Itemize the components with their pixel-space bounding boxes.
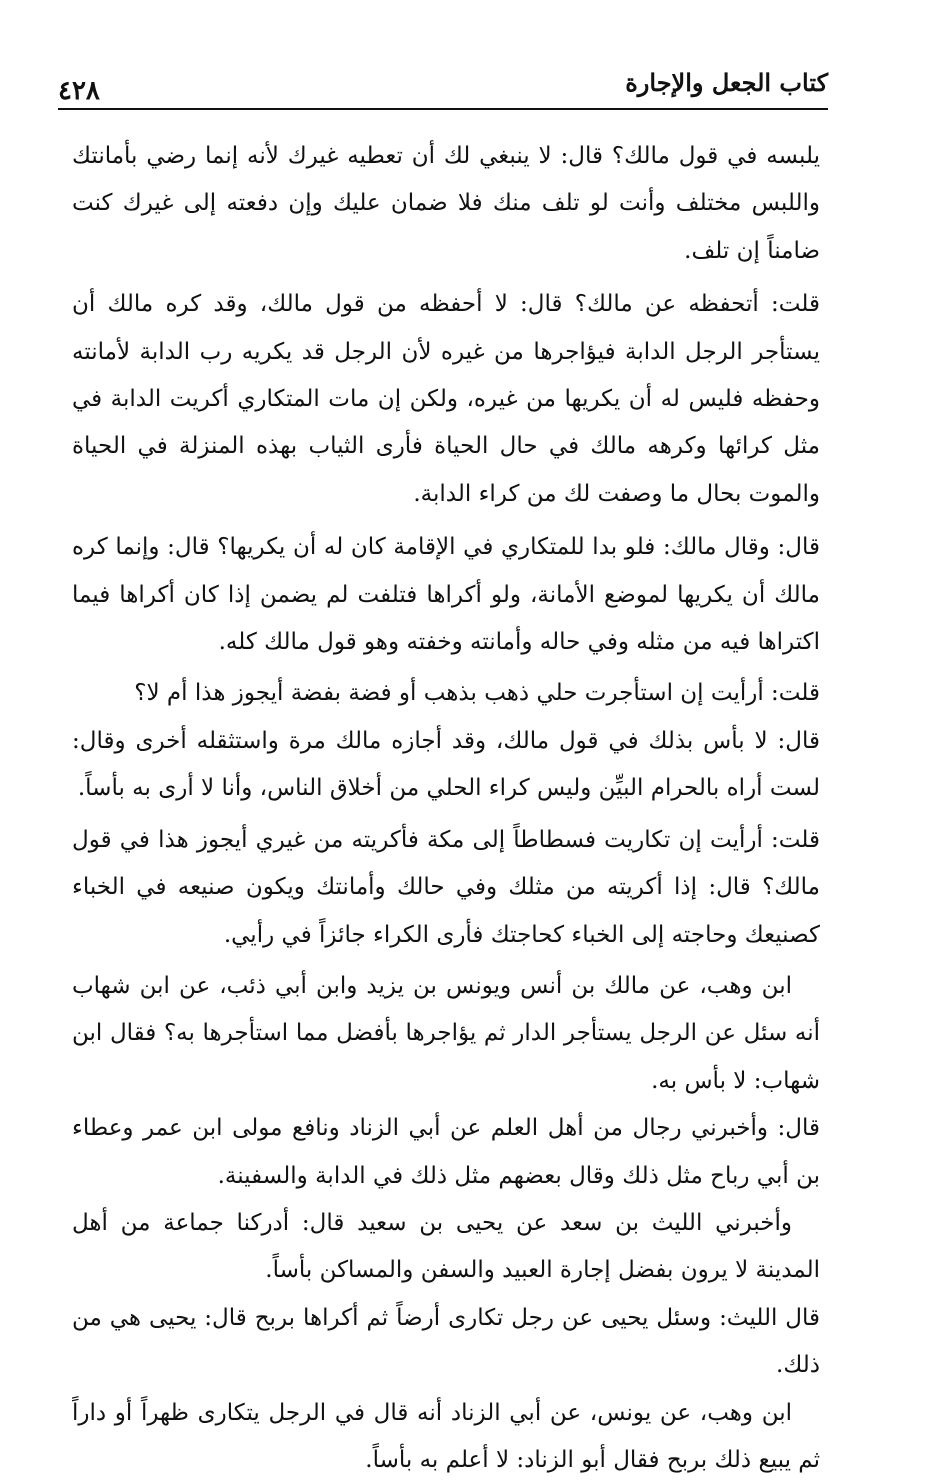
paragraph: قلت: أرأيت إن تكاريت فسطاطاً إلى مكة فأكريته من غيري أيجوز هذا في قول مالك؟ قال: إذا أكريته من مثلك وفي حالك وأمانتك ويكون صنيعه في الخباء كصنيعك وحاجته إلى الخباء كحاجتك فأرى الكراء جائزاً في رأيي. [72,826,820,948]
paragraph: قال: وقال مالك: فلو بدا للمتكاري في الإقامة كان له أن يكريها؟ قال: وإنما كره مالك أن يكريها لموضع الأمانة، ولو أكراها فتلفت لم يضمن إذا كان أكراها فيما اكتراها فيه من مثله وفي حاله وأمانته وخفته وهو قول مالك كله. [72,534,820,656]
paragraph: قلت: أرأيت إن استأجرت حلي ذهب بذهب أو فضة بفضة أيجوز هذا أم لا؟ [134,680,820,707]
paragraph: وأخبرني الليث بن سعد عن يحيى بن سعيد قال: أدركنا جماعة من أهل المدينة لا يرون بفضل إجارة العبيد والسفن والمساكن بأساً. [72,1209,820,1284]
paragraph: قال: وأخبرني رجال من أهل العلم عن أبي الزناد ونافع مولى ابن عمر وعطاء بن أبي رباح مثل ذلك وقال بعضهم مثل ذلك في الدابة والسفينة. [72,1115,820,1189]
page-header [58,58,828,106]
paragraph: ابن وهب، عن يونس، عن أبي الزناد أنه قال في الرجل يتكارى ظهراً أو داراً ثم يبيع ذلك بربح فقال أبو الزناد: لا أعلم به بأساً. [72,1399,820,1473]
paragraph: يلبسه في قول مالك؟ قال: لا ينبغي لك أن تعطيه غيرك لأنه إنما رضي بأمانتك واللبس مختلف وأنت لو تلف منك فلا ضمان عليك وإن دفعته إلى غيرك كنت ضامناً إن تلف. [72,143,820,264]
paragraph: قال: لا بأس بذلك في قول مالك، وقد أجازه مالك مرة واستثقله أخرى وقال: لست أراه بالحرام البيِّن وليس كراء الحلي من أخلاق الناس، وأنا لا أرى به بأساً. [72,727,820,802]
page-number: ٤٢٨ [58,76,100,106]
paragraph: قال الليث: وسئل يحيى عن رجل تكارى أرضاً ثم أكراها بربح قال: يحيى هي من ذلك. [72,1304,820,1379]
header-divider [58,108,828,110]
paragraph: ابن وهب، عن مالك بن أنس ويونس بن يزيد وابن أبي ذئب، عن ابن شهاب أنه سئل عن الرجل يستأجر الدار ثم يؤاجرها بأفضل مما استأجرها به؟ فقال ابن شهاب: لا بأس به. [72,972,820,1094]
paragraph: قلت: أتحفظه عن مالك؟ قال: لا أحفظه من قول مالك، وقد كره مالك أن يستأجر الرجل الدابة فيؤاجرها من غيره لأن الرجل قد يكريه رب الدابة لأمانته وحفظه فليس له أن يكريها من غيره، ولكن إن مات المتكاري أكريت الدابة في مثل كرائها وكرهه مالك في حال الحياة فأرى الثياب بهذه المنزلة في الحياة والموت بحال ما وصفت لك من كراء الدابة. [72,291,820,507]
running-title: كتاب الجعل والإجارة [625,68,828,97]
page-body [72,133,820,1484]
